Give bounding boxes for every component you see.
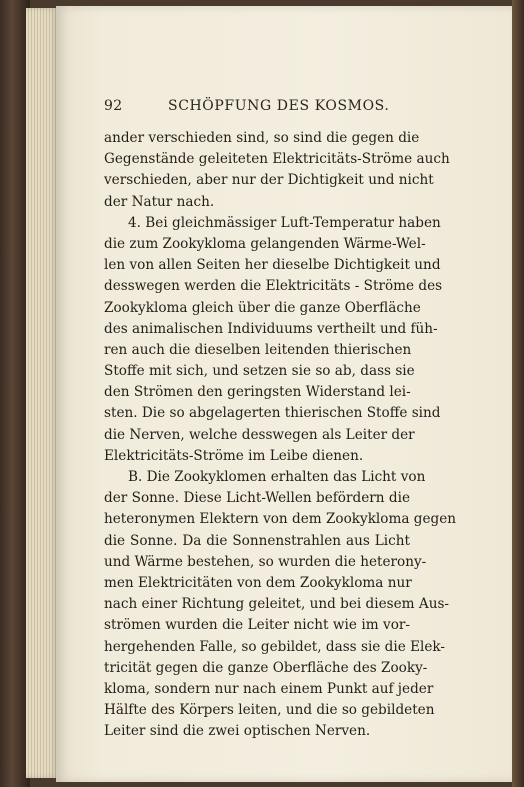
text-line: Elektricitäts-Ströme im Leibe dienen.: [104, 447, 364, 464]
text-line: die Nerven, welche desswegen als Leiter der: [104, 426, 415, 443]
text-line: ren auch die dieselben leitenden thierischen: [104, 341, 412, 358]
text-line: men Elektricitäten von dem Zookykloma nur: [104, 574, 412, 591]
text-line: tricität gegen die ganze Oberfläche des Zooky-: [104, 659, 428, 676]
text-line: Stoffe mit sich, und setzen sie so ab, dass sie: [104, 363, 415, 380]
text-line: der Natur nach.: [104, 193, 215, 210]
text-line: die zum Zookykloma gelangenden Wärme-Wel-: [104, 235, 426, 252]
text-line: des animalischen Individuums vertheilt und füh-: [104, 320, 438, 337]
text-line: B. Die Zookyklomen erhalten das Licht von: [128, 469, 426, 485]
text-line: der Sonne. Diese Licht-Wellen befördern die: [104, 490, 410, 507]
text-line: verschieden, aber nur der Dichtigkeit und nicht: [104, 172, 434, 189]
text-line: sten. Die so abgelagerten thierischen Stoffe sind: [104, 405, 441, 422]
page-header: [104, 98, 404, 118]
text-line: strömen wurden die Leiter nicht wie im vor-: [104, 617, 410, 634]
text-line: die Sonne. Da die Sonnenstrahlen aus Licht: [104, 532, 410, 549]
text-line: Hälfte des Körpers leiten, und die so gebildeten: [104, 702, 435, 719]
text-line: ander verschieden sind, so sind die gegen die: [104, 130, 420, 146]
text-line: heteronymen Elektern von dem Zookykloma gegen: [104, 511, 457, 528]
page-edges: [26, 8, 58, 778]
running-title: SCHÖPFUNG DES KOSMOS.: [168, 98, 390, 114]
book-right-edge: [512, 0, 524, 787]
text-line: und Wärme bestehen, so wurden die heterony-: [104, 553, 427, 570]
text-line: hergehenden Falle, so gebildet, dass sie die Elek-: [104, 638, 445, 655]
body-text: [104, 128, 457, 742]
text-line: Gegenstände geleiteten Elektricitäts-Ströme auch: [104, 151, 450, 168]
text-line: den Strömen den geringsten Widerstand lei-: [104, 384, 411, 401]
text-line: desswegen werden die Elektricitäts - Ströme des: [104, 278, 443, 295]
page-number: 92: [104, 98, 123, 114]
text-line: Leiter sind die zwei optischen Nerven.: [104, 723, 371, 740]
text-line: len von allen Seiten her dieselbe Dichtigkeit und: [104, 257, 441, 274]
text-line: nach einer Richtung geleitet, und bei diesem Aus-: [104, 596, 450, 613]
text-line: 4. Bei gleichmässiger Luft-Temperatur haben: [128, 214, 441, 231]
text-line: kloma, sondern nur nach einem Punkt auf jeder: [104, 680, 434, 697]
text-line: Zookykloma gleich über die ganze Oberfläche: [104, 299, 421, 316]
